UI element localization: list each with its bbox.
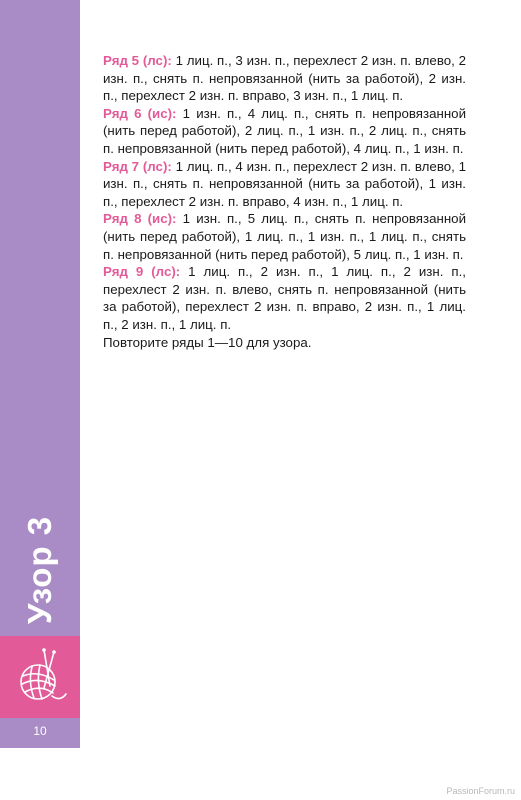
row-text: 1 изн. п., 5 лиц. п., снять п. непровязанной (нить перед работой), 1 лиц. п., 1 изн. п., 1 лиц. п., снять п. непровязанной (нить перед работой), 5 лиц. п., 1 изн. п. <box>103 211 466 262</box>
row-text: 1 лиц. п., 3 изн. п., перехлест 2 изн. п. влево, 2 изн. п., снять п. непровязанной (нить за работой), 2 изн. п., перехлест 2 изн. п. вправо, 3 изн. п., 1 лиц. п. <box>103 53 466 104</box>
section-title: Узор 3 <box>21 515 58 625</box>
row-label: Ряд 7 (лс): <box>103 158 172 174</box>
page-number: 10 <box>33 724 47 738</box>
row-7 <box>103 158 466 211</box>
sidebar <box>0 0 80 800</box>
row-label: Ряд 5 (лс): <box>103 53 172 68</box>
row-6 <box>103 105 466 158</box>
row-text: 1 лиц. п., 2 изн. п., 1 лиц. п., 2 изн. п., перехлест 2 изн. п. влево, снять п. непровязанной (нить за работой), перехлест 2 изн. п. вправо, 2 изн. п., 1 лиц. п., 2 изн. п., 1 лиц. п. <box>103 264 466 332</box>
row-text: 1 лиц. п., 4 изн. п., перехлест 2 изн. п. влево, 1 изн. п., снять п. непровязанной (нить за работой), 1 изн. п., перехлест 2 изн. п. вправо, 4 изн. п., 1 лиц. п. <box>103 158 466 209</box>
yarn-ball-icon <box>14 646 70 708</box>
watermark: PassionForum.ru <box>446 786 515 796</box>
row-8 <box>103 210 466 263</box>
row-text: 1 изн. п., 4 лиц. п., снять п. непровязанной (нить перед работой), 2 лиц. п., 1 изн. п., 2 лиц. п., снять п. непровязанной (нить перед работой), 4 лиц. п., 1 изн. п. <box>103 105 466 156</box>
closing-note: Повторите ряды 1—10 для узора. <box>103 334 312 350</box>
row-5 <box>103 52 466 105</box>
row-label: Ряд 6 (ис): <box>103 105 177 121</box>
row-label: Ряд 9 (лс): <box>103 264 181 280</box>
row-9 <box>103 263 466 333</box>
row-label: Ряд 8 (ис): <box>103 211 177 227</box>
instructions-text <box>103 52 466 351</box>
